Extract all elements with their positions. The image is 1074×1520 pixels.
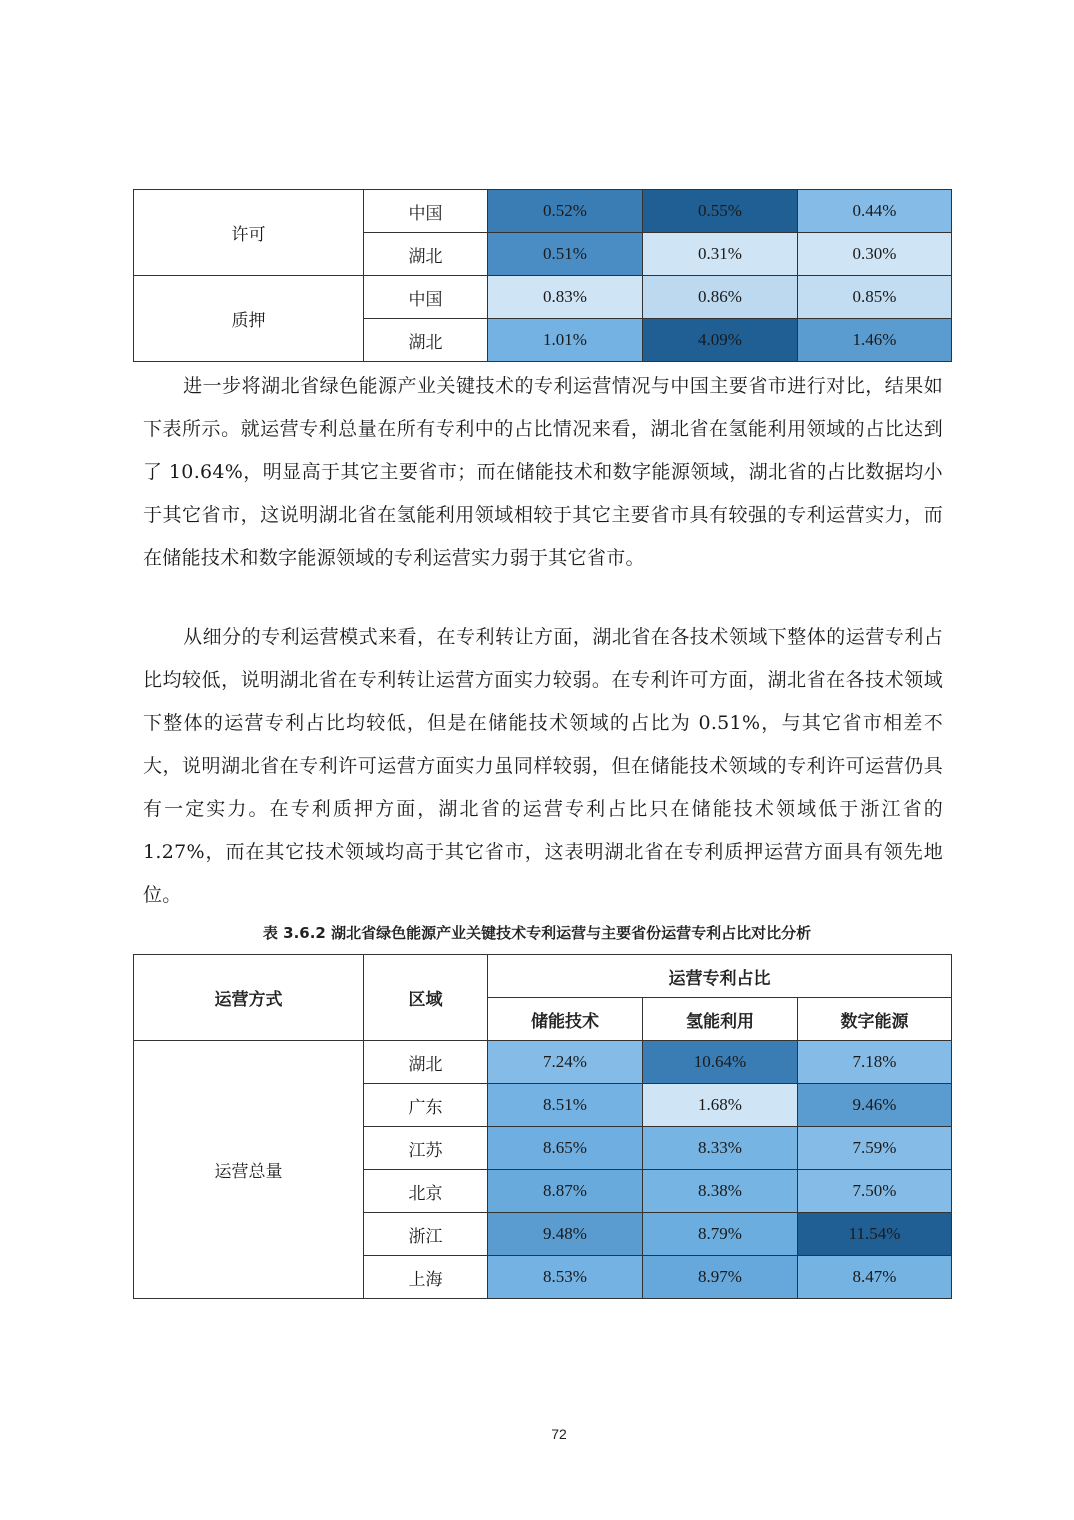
value-cell: 0.85% bbox=[798, 276, 952, 319]
header-mode: 运营方式 bbox=[134, 955, 364, 1041]
table-row bbox=[134, 276, 952, 319]
value-cell: 8.97% bbox=[643, 1256, 798, 1299]
value-cell: 8.38% bbox=[643, 1170, 798, 1213]
paragraph-1 bbox=[143, 365, 943, 580]
value-cell: 0.30% bbox=[798, 233, 952, 276]
value-cell: 11.54% bbox=[798, 1213, 952, 1256]
value-cell: 8.87% bbox=[488, 1170, 643, 1213]
region-cell: 湖北 bbox=[364, 233, 488, 276]
paragraph-1-text: 进一步将湖北省绿色能源产业关键技术的专利运营情况与中国主要省市进行对比，结果如下表所示。就运营专利总量在所有专利中的占比情况来看，湖北省在氢能利用领域的占比达到了 10.64%，明显高于其它主要省市；而在储能技术和数字能源领域，湖北省的占比数据均小于其它省市，这说明湖北省在氢能利用领域相较于其它主要省市具有较强的专利运营实力，而在储能技术和数字能源领域的专利运营实力弱于其它省市。 bbox=[143, 375, 943, 569]
mode-label: 运营总量 bbox=[134, 1041, 364, 1299]
value-cell: 0.83% bbox=[488, 276, 643, 319]
operation-ratio-table bbox=[133, 954, 952, 1299]
region-cell: 浙江 bbox=[364, 1213, 488, 1256]
region-cell: 江苏 bbox=[364, 1127, 488, 1170]
value-cell: 7.24% bbox=[488, 1041, 643, 1084]
region-cell: 广东 bbox=[364, 1084, 488, 1127]
value-cell: 8.51% bbox=[488, 1084, 643, 1127]
value-cell: 8.53% bbox=[488, 1256, 643, 1299]
region-cell: 湖北 bbox=[364, 1041, 488, 1084]
paragraph-2-text: 从细分的专利运营模式来看，在专利转让方面，湖北省在各技术领域下整体的运营专利占比均较低，说明湖北省在专利转让运营方面实力较弱。在专利许可方面，湖北省在各技术领域下整体的运营专利占比均较低，但是在储能技术领域的占比为 0.51%，与其它省市相差不大，说明湖北省在专利许可运营方面实力虽同样较弱，但在储能技术领域的专利许可运营仍具有一定实力。在专利质押方面，湖北省的运营专利占比只在储能技术领域低于浙江省的 1.27%，而在其它技术领域均高于其它省市，这表明湖北省在专利质押运营方面具有领先地位。 bbox=[143, 626, 943, 906]
header-group: 运营专利占比 bbox=[488, 955, 952, 998]
paragraph-2 bbox=[143, 616, 943, 917]
value-cell: 8.33% bbox=[643, 1127, 798, 1170]
value-cell: 0.52% bbox=[488, 190, 643, 233]
value-cell: 8.79% bbox=[643, 1213, 798, 1256]
value-cell: 9.48% bbox=[488, 1213, 643, 1256]
header-field-digital: 数字能源 bbox=[798, 998, 952, 1041]
table-row bbox=[134, 1041, 952, 1084]
value-cell: 0.86% bbox=[643, 276, 798, 319]
header-region: 区域 bbox=[364, 955, 488, 1041]
value-cell: 0.51% bbox=[488, 233, 643, 276]
value-cell: 0.44% bbox=[798, 190, 952, 233]
value-cell: 4.09% bbox=[643, 319, 798, 362]
page-number: 72 bbox=[0, 1426, 1074, 1442]
value-cell: 7.59% bbox=[798, 1127, 952, 1170]
region-cell: 中国 bbox=[364, 190, 488, 233]
region-cell: 湖北 bbox=[364, 319, 488, 362]
value-cell: 8.47% bbox=[798, 1256, 952, 1299]
value-cell: 0.55% bbox=[643, 190, 798, 233]
region-cell: 北京 bbox=[364, 1170, 488, 1213]
value-cell: 9.46% bbox=[798, 1084, 952, 1127]
header-field-storage: 储能技术 bbox=[488, 998, 643, 1041]
value-cell: 1.68% bbox=[643, 1084, 798, 1127]
mode-label: 许可 bbox=[134, 190, 364, 276]
mode-label: 质押 bbox=[134, 276, 364, 362]
value-cell: 10.64% bbox=[643, 1041, 798, 1084]
license-pledge-table bbox=[133, 189, 952, 362]
table-row bbox=[134, 190, 952, 233]
header-field-hydrogen: 氢能利用 bbox=[643, 998, 798, 1041]
table-caption: 表 3.6.2 湖北省绿色能源产业关键技术专利运营与主要省份运营专利占比对比分析 bbox=[0, 922, 1074, 943]
value-cell: 1.46% bbox=[798, 319, 952, 362]
value-cell: 1.01% bbox=[488, 319, 643, 362]
value-cell: 0.31% bbox=[643, 233, 798, 276]
value-cell: 7.50% bbox=[798, 1170, 952, 1213]
value-cell: 8.65% bbox=[488, 1127, 643, 1170]
region-cell: 上海 bbox=[364, 1256, 488, 1299]
region-cell: 中国 bbox=[364, 276, 488, 319]
value-cell: 7.18% bbox=[798, 1041, 952, 1084]
